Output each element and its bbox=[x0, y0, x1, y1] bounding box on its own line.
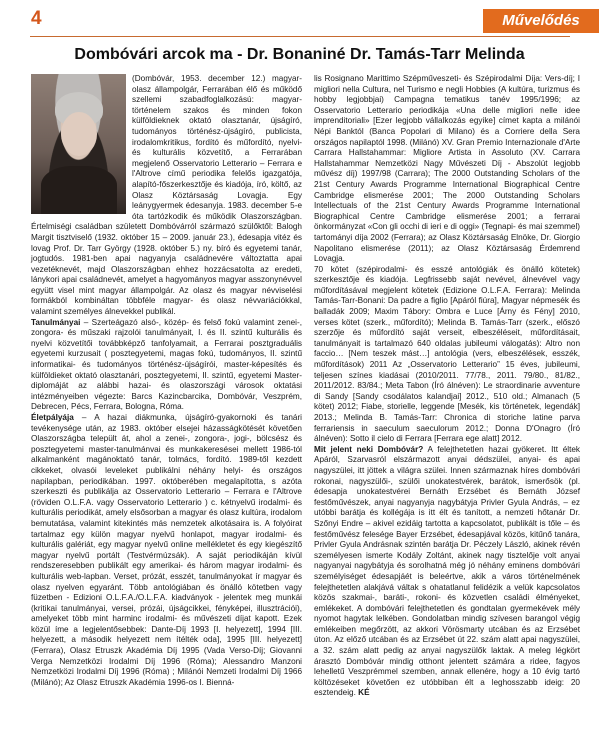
photo-body bbox=[41, 166, 117, 214]
studies-heading: Tanulmányai bbox=[31, 317, 81, 327]
career-paragraph bbox=[31, 413, 302, 688]
portrait-photo bbox=[31, 74, 126, 214]
intro-paragraph: (Dombóvár, 1953. december 12.) magyar-olasz állampolgár, Ferrarában élő és működő szellemi szabadfoglalkozású: magyar-történelem szakos és minden fokon külföldieknek oktató olasztanár, újságíró, tudományos történész-újságíró, publicista, irodalomkritikus, fordító és műfordító, nyelvi- és kulturális közvetítő, a Ferrarában megjelenő Osservatorio Letterario – Ferrara e l'Altrove című periodika felelős igazgatója, alapító-főszerkesztője és kiadója, író, költő, az Olasz Köztársaság Lovagja. Egy leánygyermek édesanyja. 1983. december 5-e óta tartózkodik és működik Olaszországban. Értelmiségi családban született Dombóvárról származó szülőktől: Balogh Margit tisztviselő (1932. október 15 – 2009. január 23.), édesapja vitéz és lovag Prof. Dr. Tarr György (1928. október 5.) ny. bíró és egyetemi tanár, jogtudós. 1981-ben apai nagyanyja családnevére változtatta apai vezetéknevét, majd Olaszországban ehhez hozzácsatolta az eredeti, lánykori apai családnevét, amelyet a hagyományos magyar asszonynévvel együtt visel mint magyar állampolgár. Az olasz és magyar névviselési formákból kombináltan többféle magyar- és olasz névvariációkkal, valamint személyes álnevekkel publikál. bbox=[31, 74, 302, 317]
dombovar-text: A felejthetetlen hazai gyökeret. Itt éltek Apáról, Szarvasról elszármazott anyai dédszülei, anyai- és apai nagyszülei, itt jöttek a világra szülei. Innen származnak híres dombóvári rokonai, nagyszülői-, szülői unokatestvérek, barátok, ismerősök (pl. édesapja unokatestvérei Bernáth Erzsébet és Bernáth József festőművészek, anyai nagyanyja nagybátyja Privler Gyula András, – ez utóbbi barátja és kollégája is itt élt és tanított, a nemzeti hőtanár Dr. Szőnyi Endre – akivel ezidáig tartotta a kapcsolatot, publikált is tőle – és festőművész felesége Bayer Erzsébet, édesapjával közös, kitűnő tanára, Privler Gyula Andrásnak szintén barátja Dr. Péczely László, akinek révén személyesen ismerte Kodály Zoltánt, akinek nagy tisztelője volt anyai nagyanyai nagybátyja és sorolhatná még jó néhány eminens dombóvári személyiséget édesapjáét is beleértve, akik a város történelmének felejthetetlen alakjává váltak s ohatatlanul felidézik a velük kapcsolatos közös szakmai-, baráti-, rokoni- és közvetlen családi élményeket, emlékeket. A dombóvári felejthetetlen és gondtalan gyermekévek mély nyomot hagytak lelkében. Gondolatban mindig szívesen barangol végig emlékeiben megőrzött, az akkori Vörösmarty utcában és az Erzsébet úton. Az előző utcában és az Erzsébet út 22. szám alatt apai nagyszülei, a 32. szám alatt pedig az anyai nagyszülők laktak. A meleg légkört árasztó Dombóvár mindig otthont jelentett számára a ridee, fagyos lehelletű Veszprémmel szemben, annak ellenére, hogy a 10 évig tartó költözéseket követően ez utóbbiban élt a leghosszabb ideig: 20 esztendeig. bbox=[314, 444, 580, 698]
dombovar-question: Mit jelent neki Dombóvár? bbox=[314, 444, 424, 454]
page-number: 4 bbox=[31, 8, 42, 29]
article-column-right bbox=[314, 74, 580, 699]
author-initials: KÉ bbox=[358, 688, 370, 698]
books-paragraph: 70 kötet (szépirodalmi- és esszé antológiák és önálló kötetek) szerkesztője és kiadója. Legfrissebb saját nevével, álnevével vagy műfordításával megjelent kötetek (Edizione O.L.F.A. Ferrara): Melinda Tamás-Tarr-Bonani: Da padre a figlio [Apáról fiúra], Magyar népmesék és balladák 2009; Maxim Tábory: Ombra e Luce [Árny és Fény] 2010, verses kötet (szerk., műfordító); Melinda B. Tamás-Tarr (szerk., előszó szerzője és műfordító saját verseit, elbeszéléseit, műfordításait, tanulmányait is tartalmazó 640 oldalas jubileumi válogatás): Altro non faccio… [Nem teszek mást…] antológia (vers, elbeszélések, esszék, műfordítások) 2011 Az „Osservatorio Letterario” 15 éves, jubileumi, teljesen színes kiadásai (2010/2011. 77/78., 2011. 79/80., 81/82., 2011/2012. 83/84.; Meta Tabon (Író álnéven): Le straordinarie avventure di Sandy [Sandy csodálatos kalandjai] 2012., 510 old.; Almanach (5 kötet) 2012; Fiabe, storielle, leggende [Mesék, kis történetek, legendák] 2013.; Melinda B. Tamás-Tarr: Chronica di storiche latine parva ferrariensis in saeculum saeculorum 2012.; Donna D'Onagro (Író álnéven): Sotto il cielo di Ferrara [Ferrara ege alatt] 2012. bbox=[314, 264, 580, 444]
career-text: – A hazai diákmunka, újságíró-gyakornoki és tanári tevékenysége után, az 1983. október elsejei házasságkötését követően Olaszországba települt át, ahol a zenei-, zongora-, jogi-, bölcsész és posztegyetemi master-tanulmánvai és munkakeresései mellett 1986-tól alkalmanként magánoktató tanár, tolmács, fordító. 1989-től kezdett cikkeket, olvasói leveleket publikálni néhány helyi- és országos napilapban, periodikában. 1997. októberében megalapította, s azóta szerkeszti és publikálja az Osservatorio Letterario – Ferrara e l'Altrove (röviden O.L.F.A. vagy Osservatorio Letterario ) c. kétnyelvű irodalmi- és kulturális periodikát, amely elsősorban a magyar és olasz kultúra, irodalom bemutatása, valamint kitekintés más nemzetek alkotásaira is. A folyóirat tartalmaz egy külön magyar nyelvű honlapot, magyar irodalmi- és kulturális galériát, egy magyar nyelvű online mellékletet és egy kiegészítő magyar nyelvű portált (Testvérmúzsák). A saját periodikáján kívül rendszeresebben publikált egy amerikai- és három magyar irodalmi- és kulturális web-lapban. Verset, prózát, esszét, tanulmányokat ír magyar és olasz nyelven egyaránt. Több antológiában és önálló kötetben vagy füzetben - Edizioni O.L.F.A./O.L.F.A. kiadványok - jelentek meg munkái (kritikai tanulmányai, versei, prózái, újságcikkei, fényképei, illusztrációi), amelyeket több mint harminc irodalmi- és művészeti díjat kapott. Ezek közül íme a legjelentősebbek: Dante-Díj 1993 [I. helyezett], 1994 [III. helyezett, a második helyezett nem ítélték oda], 1995 [III. helyezett] (Ferrara), Olasz Etruszk Akadémia Díj 1995 (Vada Verso-Díj; Giovanni Verga Nemzetközi Irodalmi Díj 1996 (Róma); Alessandro Manzoni Nemzetközi Irodalmi Díj 1996 (Róma) ; Milánói Nemzeti Irodalmi Díj 1966 (Milánó); Az Olasz Etruszk Akadémia 1996-os I. Bienná- bbox=[31, 413, 302, 687]
article-title: Dombóvári arcok ma - Dr. Bonaniné Dr. Tamás-Tarr Melinda bbox=[74, 46, 525, 63]
awards-paragraph: lis Rosignano Marittimo Szépműveszeti- és Szépirodalmi Díja: Vers-díj; I migliori nella Cultura, nel Turismo e negli Hobbies (A kultúra, turizmus és hobby legjobbjai) Campagna tematikus tanév 1995/1996; az Osservatorio Letterario periodikája «Una delle migliori nelle idee imprenditoriali» [Ezer legjobb vállalkozás egyike] címet kapta a milánói Népi Banktól (Banca Popolari di Milano) és a Corriere della Sera országos napilaptól 1998. (Milánó) XV. Gran Premio Internazionale d'Arte Carrara Hallstahammar: Migliore Artista in Assoluto (XV. Carrara Hallstahammar Nemzetközi Nagy Művészeti Díj - Abszolút legjobb művész díj) 1997/98 (Carrara); The 2000 Outstanding Scholars of the 21st Century Awards Programme International Biographical Centre Cambridge elismerése 2001; The 2000 Outstanding Scholars Intellectuals of the 21st Century Awards Programme International Biographical Centre Cambridge elismerése 2001; a ferrarai önkormányzat «Con gli occhi di ieri e di oggi» (Tegnapi- és mai szemmel) tartományi díja 2002 (Ferrara); az Olasz Köztársaság Elnöke, Dr. Giorgio Napolitano elismerése (2011); az Olasz Köztársaság Érdemrend Lovagja. bbox=[314, 74, 580, 264]
studies-text: – Szerteágazó alsó-, közép- és felső fokú valamint zenei-, zongora- és műszaki rajzolói tanulmányait, I. és II. szintű kulturális és nyelvi közvetítői továbbképző tanfolyamait, a Ferrarai posztgraduális egyetemi kurzusait ( posztegyetemi, magas fokú, tudományos, II. szintű informatikai- és tudományos történész-újságírói, master-képesítés és külföldieket oktató olasztanári, posztegyetemi, II. szintű, egyetemi Master-diplomáját az alábbi hazai- és olaszországi városok oktatási intézményeiben végezte: Barcs Kazincbarcika, Dombóvár, Veszprém, Debrecen, Pécs, Ferrara, Bologna, Róma. bbox=[31, 317, 302, 412]
header-rule bbox=[30, 36, 570, 37]
article-column-left bbox=[31, 74, 302, 688]
career-heading: Életpályája bbox=[31, 413, 74, 422]
photo-face bbox=[61, 112, 97, 156]
studies-paragraph bbox=[31, 318, 302, 413]
section-label: Művelődés bbox=[483, 9, 599, 33]
page-header bbox=[0, 0, 599, 40]
dombovar-paragraph bbox=[314, 445, 580, 699]
